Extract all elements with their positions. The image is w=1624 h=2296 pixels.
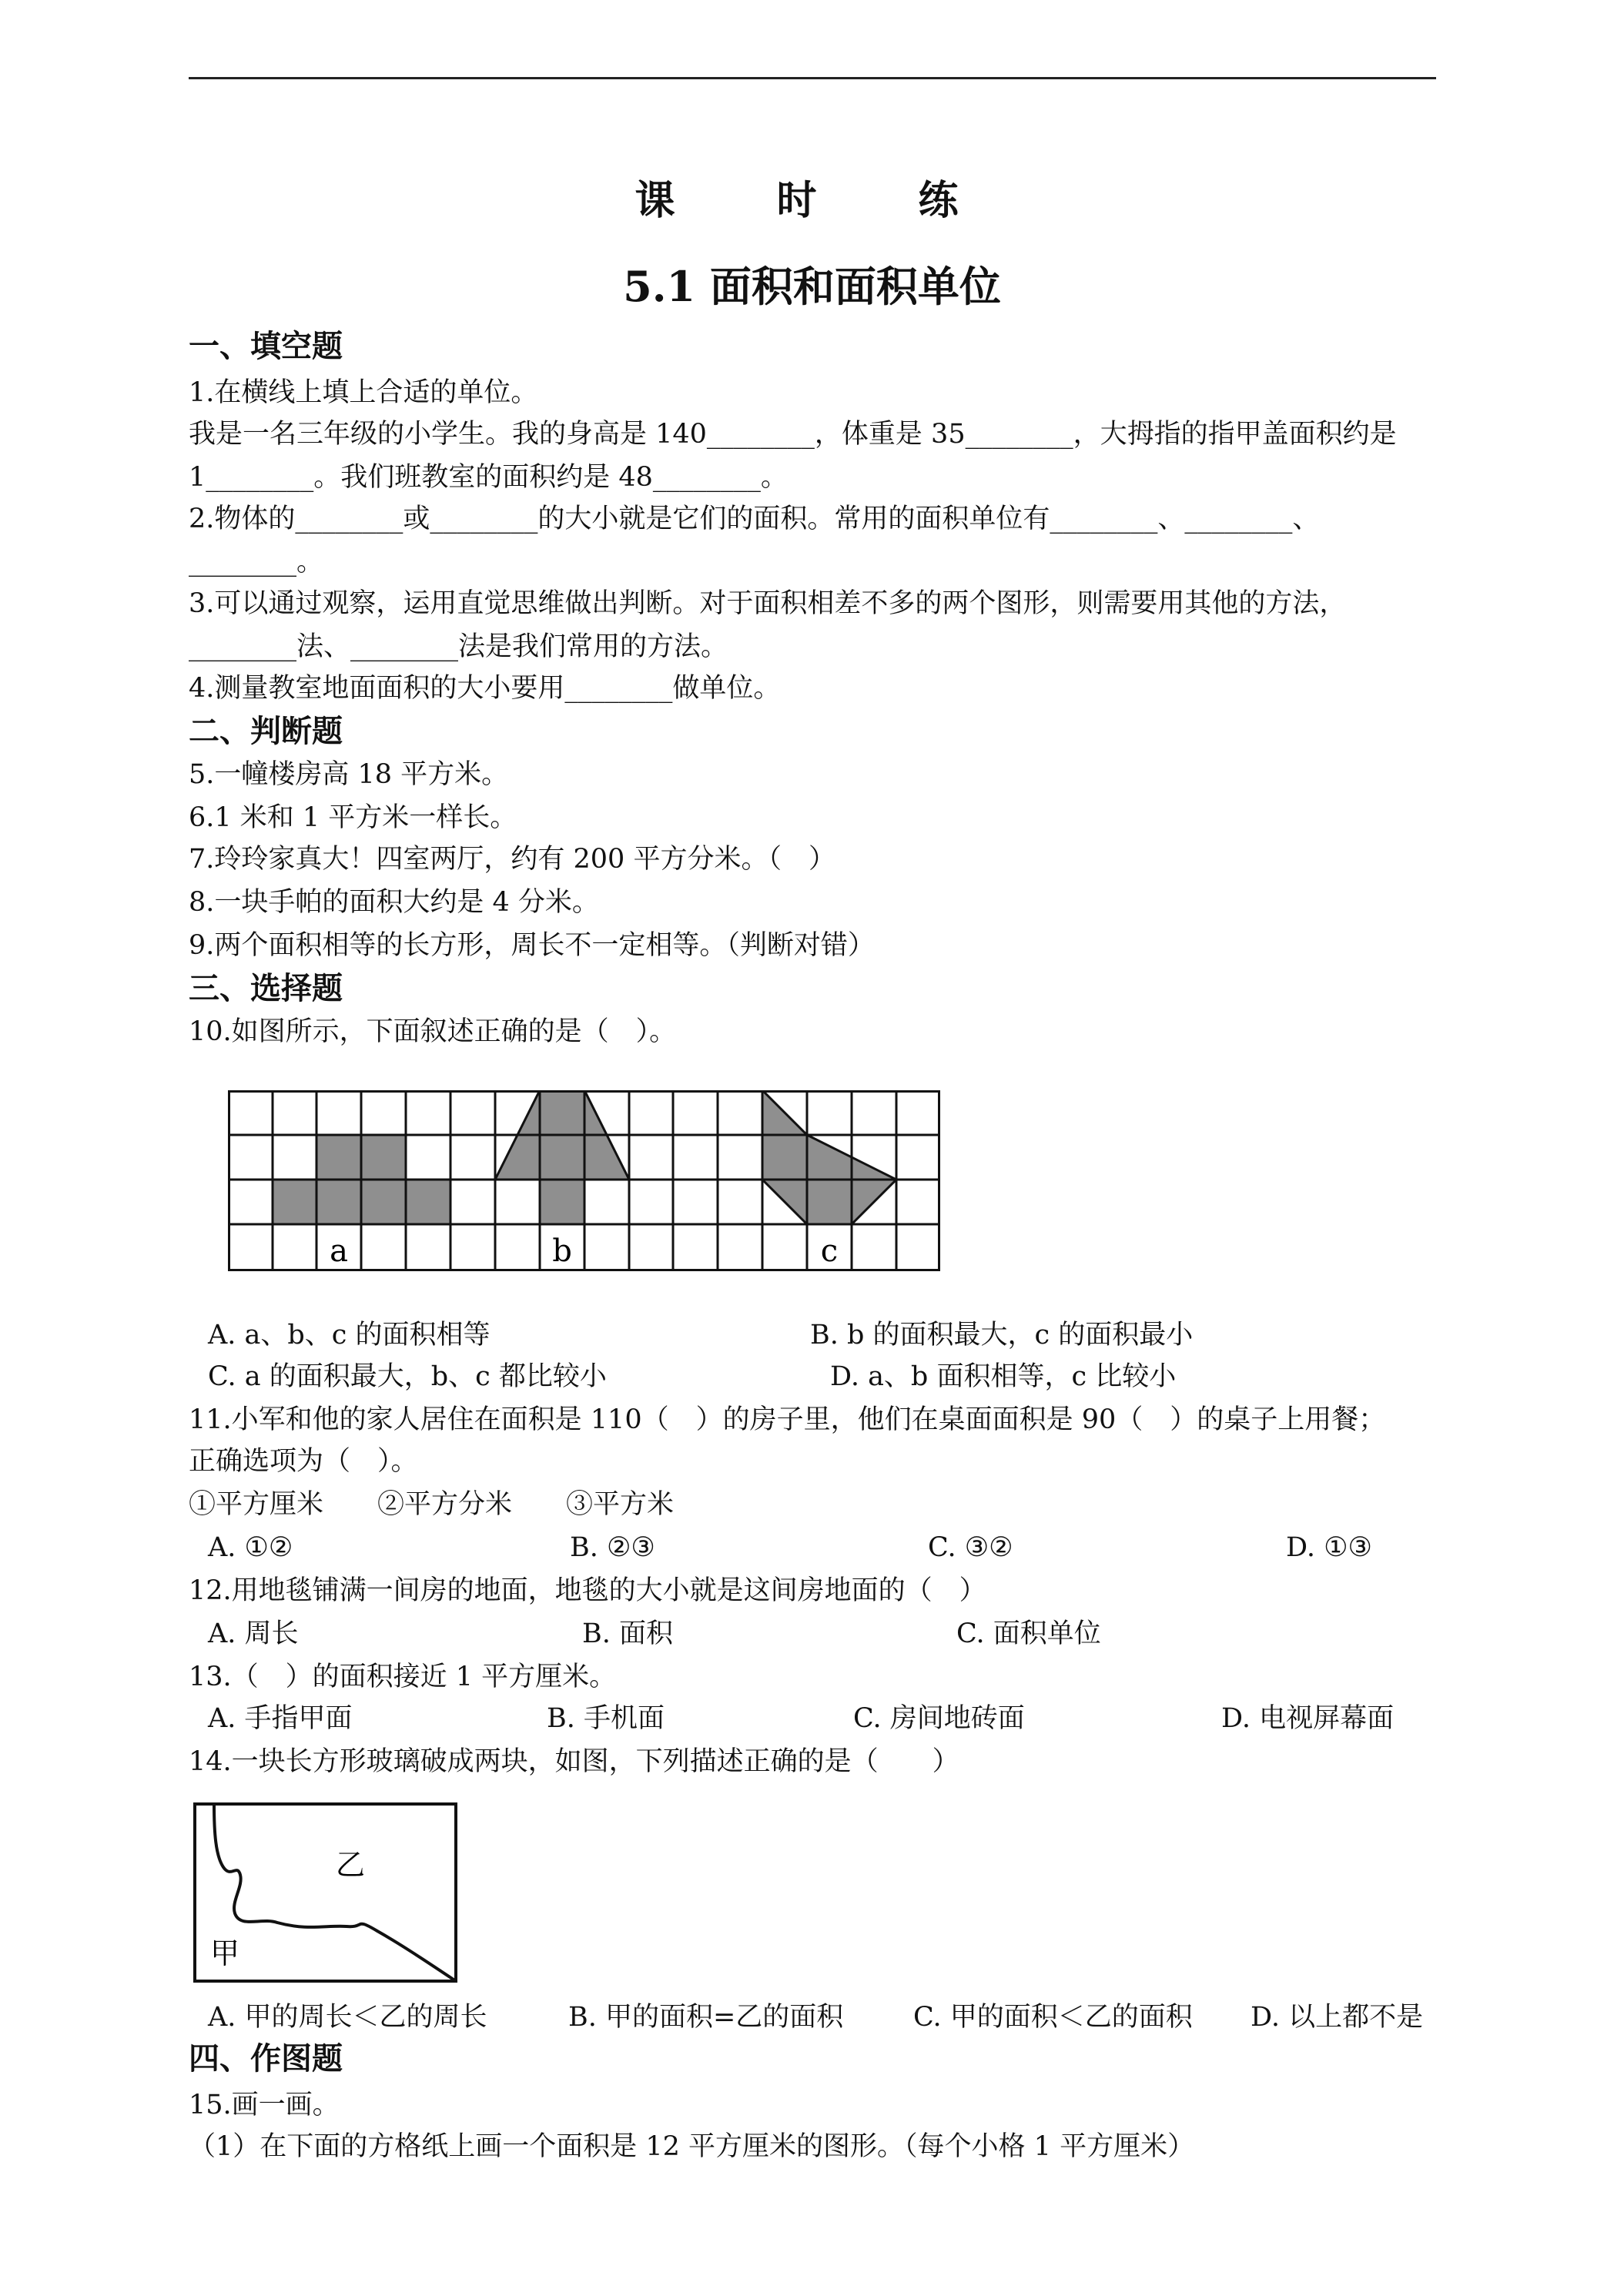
question-13-option-c: C. 房间地砖面 [853,1703,1025,1734]
question-11-option-a: A. ①② [208,1532,293,1563]
question-10: 10.如图所示，下面叙述正确的是（ ）。 [189,1016,677,1047]
question-14-option-c: C. 甲的面积＜乙的面积 [913,2002,1193,2033]
question-14-option-a: A. 甲的周长＜乙的周长 [208,2002,487,2033]
question-7: 7.玲玲家真大！四室两厅，约有 200 平方分米。（ ） [189,844,835,875]
question-13-option-a: A. 手指甲面 [208,1703,353,1734]
section-drawing: 四、作图题 [189,2041,343,2077]
shape-a-label: a [330,1233,348,1269]
question-14-option-d: D. 以上都不是 [1251,2002,1424,2033]
piece-jia-label: 甲 [209,1936,240,1970]
page-title: 课 时 练 [635,177,989,224]
question-11-units: ①平方厘米 ②平方分米 ③平方米 [189,1489,675,1520]
question-12-option-b: B. 面积 [582,1618,673,1649]
section-fill-blank: 一、填空题 [189,329,343,364]
question-13: 13.（ ）的面积接近 1 平方厘米。 [189,1662,617,1692]
question-9: 9.两个面积相等的长方形，周长不一定相等。（判断对错） [189,930,875,961]
shape-b-stem [540,1180,584,1224]
question-11-option-d: D. ①③ [1286,1532,1372,1563]
question-14-glass-figure [193,1802,462,1986]
question-14-option-b: B. 甲的面积=乙的面积 [568,2002,844,2033]
question-8: 8.一块手帕的面积大约是 4 分米。 [189,887,599,918]
question-14: 14.一块长方形玻璃破成两块，如图，下列描述正确的是（ ） [189,1746,959,1777]
top-rule [189,77,1436,79]
question-15: 15.画一画。 [189,2090,340,2120]
question-5: 5.一幢楼房高 18 平方米。 [189,759,509,790]
question-2-line-1: 2.物体的________或________的大小就是它们的面积。常用的面积单位有________、________、 [189,504,1320,534]
question-13-option-b: B. 手机面 [547,1703,665,1734]
lesson-title: 5.1 面积和面积单位 [623,262,1001,311]
question-11-line-2: 正确选项为（ ）。 [189,1446,418,1477]
question-10-option-a: A. a、b、c 的面积相等 [208,1320,491,1350]
question-11-option-c: C. ③② [928,1532,1013,1563]
question-11-line-1: 11.小军和他的家人居住在面积是 110（ ）的房子里，他们在桌面面积是 90（ ）的桌子上用餐； [189,1404,1386,1435]
question-15-part-1: （1）在下面的方格纸上画一个面积是 12 平方厘米的图形。（每个小格 1 平方厘米） [189,2131,1195,2162]
question-4: 4.测量教室地面面积的大小要用________做单位。 [189,673,781,704]
question-2-line-2: ________。 [189,547,324,577]
question-12-option-a: A. 周长 [208,1618,299,1649]
question-1-line-1: 我是一名三年级的小学生。我的身高是 140________，体重是 35________，大拇指的指甲盖面积约是 [189,419,1397,450]
question-10-option-b: B. b 的面积最大，c 的面积最小 [810,1320,1194,1350]
question-12-option-c: C. 面积单位 [956,1618,1101,1649]
question-13-option-d: D. 电视屏幕面 [1221,1703,1395,1734]
crack-line [214,1804,456,1981]
question-1-line-2: 1________。我们班教室的面积约是 48________。 [189,462,788,493]
section-multiple-choice: 三、选择题 [189,971,343,1006]
question-3-line-1: 3.可以通过观察，运用直觉思维做出判断。对于面积相差不多的两个图形，则需要用其他的方法， [189,588,1347,619]
question-10-grid-figure [228,1090,940,1275]
question-3-line-2: ________法、________法是我们常用的方法。 [189,631,728,662]
piece-yi-label: 乙 [335,1848,366,1882]
shape-c-label: c [820,1233,839,1269]
question-10-option-c: C. a 的面积最大，b、c 都比较小 [208,1361,607,1392]
question-10-option-d: D. a、b 面积相等，c 比较小 [830,1361,1177,1392]
shape-b-label: b [552,1233,572,1269]
question-11-option-b: B. ②③ [570,1532,655,1563]
question-12: 12.用地毯铺满一间房的地面，地毯的大小就是这间房地面的（ ） [189,1575,986,1606]
question-1-prompt: 1.在横线上填上合适的单位。 [189,377,538,408]
section-true-false: 二、判断题 [189,714,343,749]
shape-c [762,1090,896,1224]
question-6: 6.1 米和 1 平方米一样长。 [189,802,517,833]
